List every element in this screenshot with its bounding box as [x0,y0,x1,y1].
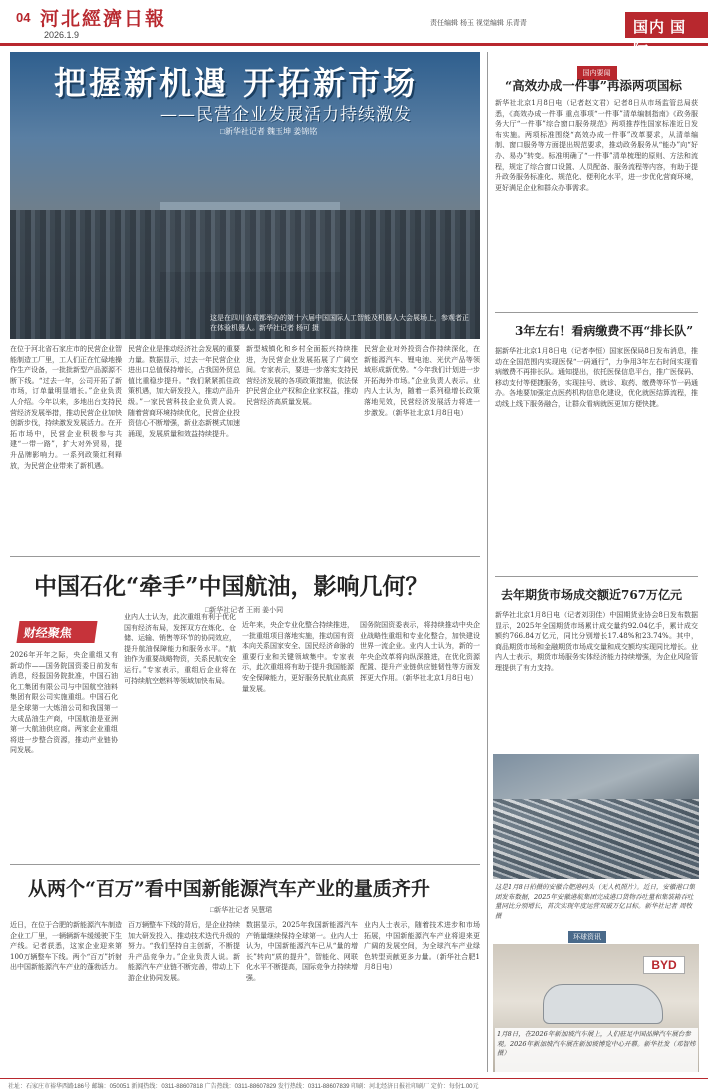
newspaper-logo: 河北經濟日報 [40,8,167,30]
masthead [0,0,708,57]
story1-col4: 民营企业对外投资合作持续深化，在新能源汽车、锂电池、光伏产品等领域形成新优势。“今年我们计划进一步开拓海外市场。”企业负责人表示。业内人士认为，随着一系列稳增长政策落地见效，民营经济发展活力将进一步激发。（新华社北京1月8日电） [364,345,480,417]
story3-byline: □新华社记者 吴慧珺 [210,907,273,914]
right-story1-headline: “高效办成一件事”再添两项国标 [505,78,682,93]
story3-col4: 业内人士表示，随着技术进步和市场拓展，中国新能源汽车产业将迎来更广阔的发展空间，为全球汽车产业绿色转型贡献更多力量。（新华社合肥1月8日电） [364,921,480,972]
right-story3-headline: 去年期货市场成交额近767万亿元 [501,588,683,602]
right-story2-headline: 3年左右！看病缴费不再“排长队” [515,324,694,338]
lead-banner-photo [10,52,480,339]
right-story3-body: 新华社北京1月8日电（记者刘羽佳）中国期货业协会8日发布数据显示，2025年全国期货市场累计成交量约92.04亿手，累计成交额约766.84万亿元，同比分别增长17.48%和23.74%。其中，商品期货市场和金融期货市场成交量和成交额均实现同比增长。业内人士表示，期货市场服务实体经济能力持续增强，为企业风险管理提供了有力支持。 [495,611,698,672]
footer-imprint: 社址：石家庄市裕华西路186号 邮编：050051 新闻热线：0311-88607818 广告热线：0311-88607829 发行热线：0311-88607839 印刷：河北经济日报社印刷厂 定价：每份1.00元 [0,1078,708,1091]
divider [495,312,698,313]
story2-col2: 业内人士认为，此次重组有利于优化国有经济布局，发挥双方在炼化、仓储、运输、销售等环节的协同效应，提升航油保障能力和服务水平。“航油作为重要战略物资，关系民航安全运行。”专家表示，重组后企业将在可持续航空燃料等领域加快布局。 [124,613,236,685]
right-story1-body: 新华社北京1月8日电（记者赵文君）记者8日从市场监管总局获悉，《高效办成一件事 重点事项“一件事”清单编制指南》《政务服务大厅“一件事”综合窗口服务规范》两项推荐性国家标准近日发布实施。两项标准围绕“高效办成一件事”改革要求，从清单编制、窗口服务等方面提出规范要求，推动政务服务从“能办”向“好办、易办”转变。标准明确了“一件事”清单梳理的原则、方法和流程，规定了综合窗口设置、人员配备、服务流程等内容，有助于提升政务服务标准化、规范化、便利化水平，进一步优化营商环境，更好满足企业和群众办事需求。 [495,99,698,192]
right-section-tag: 国内要闻 [577,66,617,80]
divider [10,556,480,557]
story2-byline: □新华社记者 王雨 姜小同 [205,607,284,614]
story2-col3: 近年来，央企专业化整合持续推进，一批重组项目落地实施，推动国有资本向关系国家安全、国民经济命脉的重要行业和关键领域集中。专家表示，此次重组将有助于提升我国能源安全保障能力，更好服务民航业高质量发展。 [242,621,354,693]
page-number: 04 [16,10,31,25]
finance-focus-badge: 财经聚焦 [16,621,97,643]
lead-subheadline: ——民营企业发展活力持续激发 [160,105,412,125]
port-photo [493,754,699,879]
editor-credits: 责任编辑 杨玉 视觉编辑 乐青青 [430,20,527,27]
divider [10,864,480,865]
port-containers [493,799,699,879]
section-tag: 国内 国际 [625,12,708,38]
story1-col3: 新型城镇化和乡村全面振兴持续推进，为民营企业发展拓展了广阔空间。专家表示，要进一步落实支持民营经济发展的各项政策措施，依法保护民营企业产权和企业家权益，推动民营经济高质量发展。 [246,345,358,406]
issue-date: 2026.1.9 [44,30,80,40]
lead-byline: □新华社记者 魏玉坤 姜锦铭 [220,127,318,136]
story2-col1: 2026年开年之际，央企重组又有新动作——国务院国资委日前发布消息，经报国务院批准，中国石油化工集团有限公司与中国航空油料集团有限公司实施重组。中国石化是全球第一大炼油公司和我国第一大成品油生产商，中国航油是亚洲第一大航油供应商。两家企业重组将进一步整合资源，推动产业链协同发展。 [10,651,118,755]
global-news-tag: 环球资讯 [568,931,606,943]
right-story2-body: 据新华社北京1月8日电（记者李恒）国家医保局8日发布消息，推动在全国范围内实现医保“一码通行”，力争用3年左右时间实现看病缴费不再排长队。通知提出，依托医保信息平台，推广医保码、移动支付等便捷服务，实现挂号、就诊、取药、缴费等环节一码通办。各地要加强定点医药机构信息化建设，优化就医结算流程，推动线上线下服务融合，让群众看病就医更加方便快捷。 [495,347,698,408]
lead-photo-caption: 这是在四川省成都举办的第十六届中国国际人工智能及机器人大会展场上，参观者正在体验机器人。新华社记者 杨可 摄 [210,315,469,332]
port-photo-caption: 这是1月8日拍摄的安徽合肥港码头（无人机照片）。近日，安徽港口集团发布数据，2025年安徽港航集团完成港口货物吞吐量和集装箱吞吐量同比分别增长，首次实现年度运营双破万亿目标。新华社记者 周牧 摄 [495,883,696,920]
story3-col2: 百万辆整车下线的背后，是企业持续加大研发投入、推动技术迭代升级的努力。“我们坚持自主创新，不断提升产品竞争力。”企业负责人说。新能源汽车产业链不断完善，带动上下游企业协同发展。 [128,921,240,982]
brand-sign: BYD [643,956,685,974]
story3-col1: 近日，在位于合肥的新能源汽车制造企业工厂里，一辆辆新车缓缓驶下生产线。记者获悉，这家企业迎来第100万辆整车下线。两个“百万”折射出中国新能源汽车产业的蓬勃活力。 [10,921,122,972]
story2-headline: 中国石化“牵手”中国航油，影响几何？ [34,573,429,600]
car-shape [543,984,663,1024]
lead-headline: 把握新机遇 开拓新市场 [54,64,419,102]
story1-col1: 在位于河北省石家庄市的民营企业智能制造工厂里，工人们正在忙碌地操作生产设备，一批批新型产品源源不断下线。“过去一年，公司开拓了新市场，订单量明显增长。”企业负责人介绍。今年以来，多地出台支持民营经济发展举措，推动民营企业加快创新步伐，持续激发发展活力。在开拓市场中，民营企业积极参与共建“一带一路”，扩大对外贸易，提升品牌影响力。一系列政策红利释放，为民营企业带来了新机遇。 [10,345,122,470]
story2-col4: 国务院国资委表示，将持续推动中央企业战略性重组和专业化整合，加快建设世界一流企业。业内人士认为，新的一年央企改革将向纵深推进，在优化资源配置、提升产业链供应链韧性等方面发挥更大作用。（新华社北京1月8日电） [360,621,480,682]
story1-col2: 民营企业是推动经济社会发展的重要力量。数据显示，过去一年民营企业进出口总值保持增长，占我国外贸总值比重稳步提升。“我们紧紧抓住政策机遇，加大研发投入，推动产品升级。”一家民营科技企业负责人说。随着营商环境持续优化，民营企业投资信心不断增强，新业态新模式加速涌现，发展质量和效益持续提升。 [128,345,240,438]
column-divider [487,52,488,1072]
story3-col3: 数据显示，2025年我国新能源汽车产销量继续保持全球第一。业内人士认为，中国新能源汽车已从“量的增长”转向“质的提升”，智能化、网联化水平不断提高，国际竞争力持续增强。 [246,921,358,982]
auto-show-caption: 1月8日，在2026年新加坡汽车展上，人们驻足中国品牌汽车展台参观。2026年新加坡汽车展在新加坡博览中心开幕。新华社发（邓智炜摄） [495,1028,698,1074]
divider [495,576,698,577]
story3-headline: 从两个“百万”看中国新能源汽车产业的量质齐升 [28,878,430,900]
